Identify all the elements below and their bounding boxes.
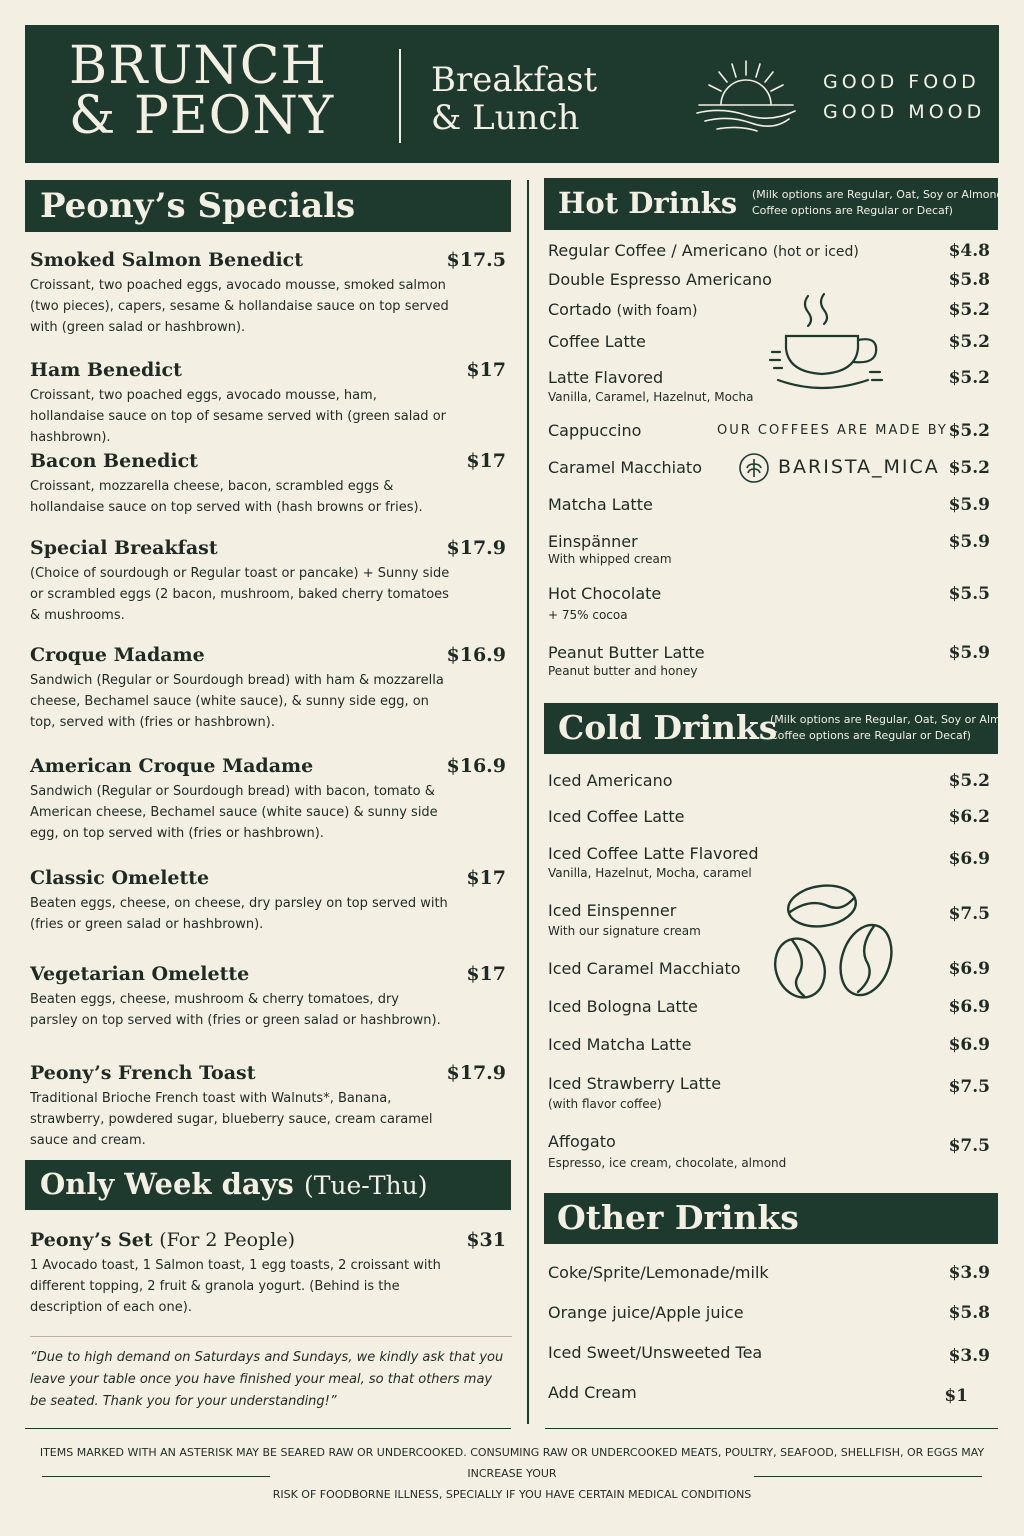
drink-price: $5.5 [948,584,990,604]
weekdays-title-main: Only Week days [40,1167,294,1201]
drink-subtitle: With whipped cream [548,552,672,566]
drink-qualifier: (with foam) [616,303,698,319]
drink-price: $4.8 [948,241,990,261]
item-name: Vegetarian Omelette [30,963,250,985]
drink-name: Iced Einspenner [548,901,677,920]
item-price: $17.9 [446,537,506,559]
drink-price: $6.9 [948,849,990,869]
drink-subtitle: Espresso, ice cream, chocolate, almond [548,1156,787,1170]
item-name: Bacon Benedict [30,450,198,472]
drink-price: $5.8 [948,1303,990,1323]
slogan [823,67,985,127]
specials-section-header [25,180,511,232]
drink-price: $5.2 [948,300,990,320]
drink-label: Cortado [548,300,612,319]
drink-price: $5.8 [948,270,990,290]
drink-subtitle: (with flavor coffee) [548,1097,662,1111]
drink-price: $5.2 [948,458,990,478]
drink-name: Iced Coffee Latte [548,807,685,826]
hot-drinks-section-header [544,178,1004,230]
drink-price: $7.5 [948,1077,990,1097]
barista-logo-icon [738,452,770,484]
drink-subtitle: Vanilla, Hazelnut, Mocha, caramel [548,866,752,880]
drink-name: Iced Strawberry Latte [548,1074,722,1093]
footer-rule [42,1476,270,1477]
note-line-1: (Milk options are Regular, Oat, Soy or Almond [752,188,1004,201]
drink-name: Cappuccino [548,421,642,440]
drink-name: Orange juice/Apple juice [548,1303,744,1322]
drink-name [548,300,697,319]
drink-name: Einspänner [548,532,638,551]
item-price: $17 [466,450,506,472]
hot-drinks-title: Hot Drinks [558,186,738,220]
drink-price: $6.9 [948,997,990,1017]
drink-name: Caramel Macchiato [548,458,702,477]
header-divider [399,49,401,143]
item-name: Ham Benedict [30,359,182,381]
note-line-1: (Milk options are Regular, Oat, Soy or Almond [770,713,1022,726]
weekend-notice: “Due to high demand on Saturdays and Sundays, we kindly ask that you leave your table once you have finished your meal, so that others may be seated. Thank you for your understanding!” [30,1336,512,1413]
set-name: Peony’s Set [30,1229,153,1251]
column-divider [527,180,529,1424]
drink-price: $5.2 [948,332,990,352]
item-name: Special Breakfast [30,537,218,559]
drink-name: Iced Coffee Latte Flavored [548,844,759,863]
drink-price: $5.9 [948,532,990,552]
item-price: $17 [466,359,506,381]
drink-name: Coffee Latte [548,332,646,351]
drink-subtitle: With our signature cream [548,924,701,938]
drink-name: Affogato [548,1132,616,1151]
drink-price: $5.2 [948,421,990,441]
slogan-line-1: GOOD FOOD [823,71,980,93]
item-description: Sandwich (Regular or Sourdough bread) with bacon, tomato & American cheese, Bechamel sauce (white sauce) & sunny side egg, on top served with (fries or hashbrown). [30,784,438,841]
cold-drinks-section-header [544,703,1022,754]
barista-note: OUR COFFEES ARE MADE BY [717,423,948,438]
drink-price: $6.9 [948,959,990,979]
hot-drinks-note [752,187,1003,219]
item-price: $31 [466,1229,506,1251]
drink-subtitle: + 75% cocoa [548,608,628,622]
drink-price: $5.9 [948,643,990,663]
note-line-2: Coffee options are Regular or Decaf) [752,204,953,217]
item-description: Croissant, two poached eggs, avocado mousse, smoked salmon (two pieces), capers, sesame & hollandaise sauce on top served with (green salad or hashbrown). [30,278,449,335]
drink-name: Double Espresso Americano [548,270,772,289]
item-price: $17.5 [446,249,506,271]
note-line-2: Coffee options are Regular or Decaf) [770,729,971,742]
menu-header [25,25,999,163]
item-price: $16.9 [446,755,506,777]
drink-price: $7.5 [948,1136,990,1156]
cold-drinks-note [770,712,1021,744]
item-name: Croque Madame [30,644,205,666]
drink-price: $7.5 [948,904,990,924]
brand-logo [69,36,335,146]
drink-price: $5.2 [948,771,990,791]
item-name: American Croque Madame [30,755,314,777]
disclaimer-line-2: RISK OF FOODBORNE ILLNESS, SPECIALLY IF YOU HAVE CERTAIN MEDICAL CONDITIONS [272,1488,752,1501]
drink-price: $3.9 [948,1263,990,1283]
item-price: $17 [466,867,506,889]
sun-icon [691,55,801,137]
drink-name: Iced Americano [548,771,673,790]
drink-qualifier: (hot or iced) [772,244,859,260]
item-price: $17 [466,963,506,985]
drink-name: Coke/Sprite/Lemonade/milk [548,1263,769,1282]
drink-name: Hot Chocolate [548,584,662,603]
brand-line-2: & PEONY [69,86,335,146]
allergy-disclaimer [36,1442,988,1505]
item-name: Peony’s French Toast [30,1062,256,1084]
item-name: Classic Omelette [30,867,210,889]
item-description: 1 Avocado toast, 1 Salmon toast, 1 egg toasts, 2 croissant with different topping, 2 fruit & granola yogurt. (Behind is the description of each one). [30,1258,441,1315]
other-drinks-section-header [544,1193,998,1244]
meal-type-line-1: Breakfast [431,60,598,100]
drink-name: Iced Sweet/Unsweeted Tea [548,1343,763,1362]
drink-name: Iced Bologna Latte [548,997,698,1016]
meal-type-line-2: & Lunch [431,98,580,138]
drink-price: $1 [944,1386,968,1406]
drink-price: $6.2 [948,807,990,827]
drink-name: Peanut Butter Latte [548,643,705,662]
drink-price: $3.9 [948,1346,990,1366]
drink-subtitle: Vanilla, Caramel, Hazelnut, Mocha [548,390,754,404]
item-price: $17.9 [446,1062,506,1084]
brand-line-1: BRUNCH [69,36,327,96]
drink-label: Regular Coffee / Americano [548,241,768,260]
drink-name: Latte Flavored [548,368,664,387]
specials-title: Peony’s Specials [40,186,356,226]
drink-name: Matcha Latte [548,495,653,514]
meal-type [431,61,597,137]
drink-name [548,241,859,260]
item-description: Traditional Brioche French toast with Walnuts*, Banana, strawberry, powdered sugar, blueberry sauce, cream caramel sauce and cream. [30,1091,433,1148]
drink-name: Iced Matcha Latte [548,1035,692,1054]
drink-price: $5.2 [948,368,990,388]
barista-name: BARISTA_MICA [778,456,940,478]
item-name: Smoked Salmon Benedict [30,249,304,271]
weekdays-title-days: (Tue-Thu) [303,1171,428,1200]
item-description: Beaten eggs, cheese, mushroom & cherry tomatoes, dry parsley on top served with (fries or green salad or hashbrown). [30,992,441,1028]
footer-divider [545,1428,998,1429]
item-description: Croissant, two poached eggs, avocado mousse, ham, hollandaise sauce on top of sesame served with (green salad or hashbrown). [30,388,446,445]
cold-drinks-title: Cold Drinks [558,708,778,747]
coffee-cup-icon [764,292,890,400]
disclaimer-line-1: ITEMS MARKED WITH AN ASTERISK MAY BE SEARED RAW OR UNDERCOOKED. CONSUMING RAW OR UNDERCOOKED MEATS, POULTRY, SEAFOOD, SHELLFISH, OR EGGS MAY INCREASE YOUR [39,1446,985,1480]
drink-name: Add Cream [548,1383,637,1402]
drink-name: Iced Caramel Macchiato [548,959,741,978]
other-drinks-title: Other Drinks [557,1198,799,1237]
set-serving: (For 2 People) [159,1229,295,1251]
weekdays-section-header [25,1160,511,1210]
item-description: Croissant, mozzarella cheese, bacon, scrambled eggs & hollandaise sauce on top served with (hash browns or fries). [30,479,423,515]
drink-subtitle: Peanut butter and honey [548,664,698,678]
footer-rule [754,1476,982,1477]
item-name [30,1229,295,1251]
item-price: $16.9 [446,644,506,666]
coffee-beans-icon [770,882,900,1000]
drink-price: $6.9 [948,1035,990,1055]
footer-divider [25,1428,511,1429]
slogan-line-2: GOOD MOOD [823,101,986,123]
item-description: Sandwich (Regular or Sourdough bread) with ham & mozzarella cheese, Bechamel sauce (white sauce), & sunny side egg, on top, served with (fries or hashbrown). [30,673,444,730]
item-description: (Choice of sourdough or Regular toast or pancake) + Sunny side or scrambled eggs (2 bacon, mushroom, baked cherry tomatoes & mushrooms. [30,566,450,623]
drink-price: $5.9 [948,495,990,515]
weekdays-title [40,1167,427,1201]
item-description: Beaten eggs, cheese, on cheese, dry parsley on top served with (fries or green salad or hashbrown). [30,896,448,932]
